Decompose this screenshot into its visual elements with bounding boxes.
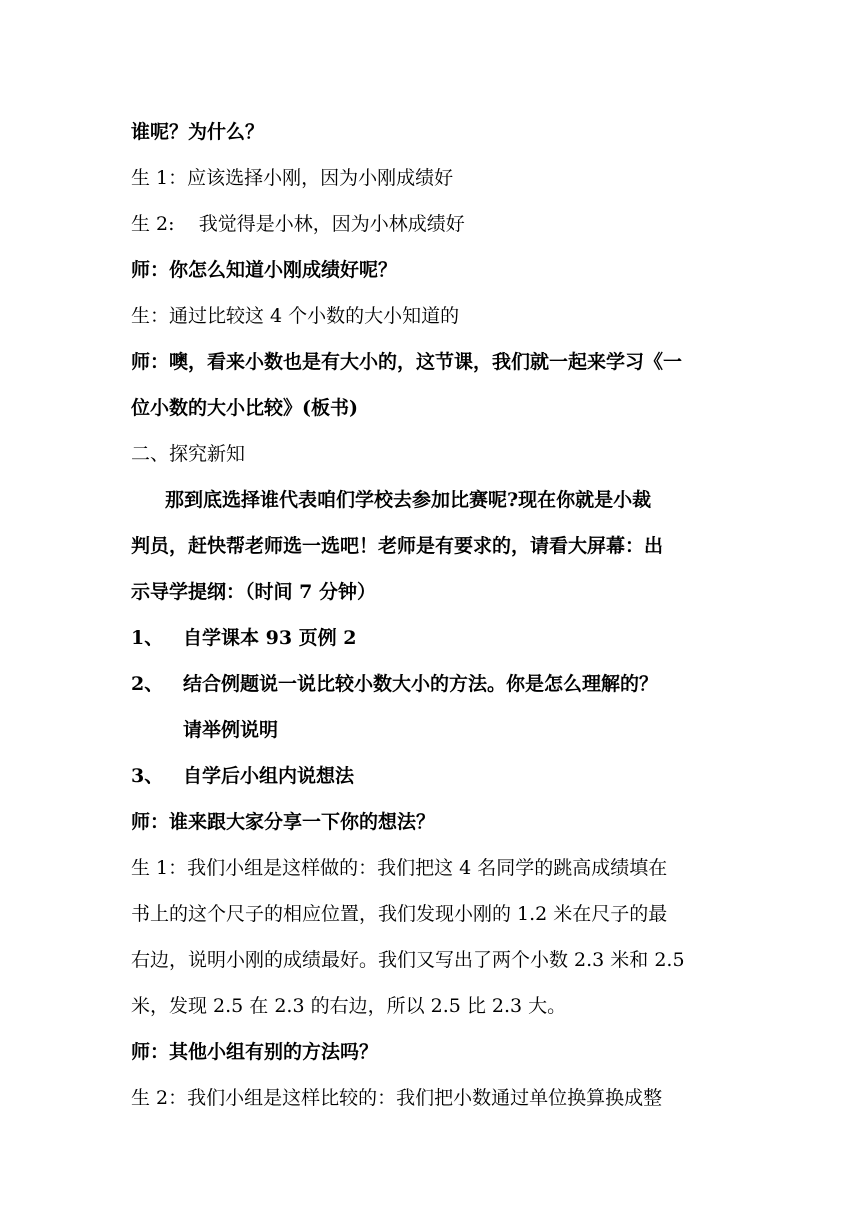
text-line: 示导学提纲：（时间 7 分钟） xyxy=(131,581,376,603)
list-number: 2、 xyxy=(131,673,164,695)
text-line: 师：谁来跟大家分享一下你的想法？ xyxy=(131,811,436,833)
text-line: 师：噢，看来小数也是有大小的，这节课，我们就一起来学习《一 xyxy=(131,351,683,373)
text-line: 生 2: 我觉得是小林，因为小林成绩好 xyxy=(131,213,465,235)
text-line: 米，发现 2.5 在 2.3 的右边，所以 2.5 比 2.3 大。 xyxy=(131,995,567,1017)
text-line: 生：通过比较这 4 个小数的大小知道的 xyxy=(131,305,460,327)
text-line: 那到底选择谁代表咱们学校去参加比赛呢?现在你就是小裁 xyxy=(165,489,652,511)
list-item xyxy=(131,661,736,707)
text-line: 生 1：我们小组是这样做的：我们把这 4 名同学的跳高成绩填在 xyxy=(131,857,668,879)
list-item-text: 自学课本 93 页例 2 xyxy=(183,627,357,649)
text-line: 判员，赶快帮老师选一选吧！老师是有要求的，请看大屏幕：出 xyxy=(131,535,664,557)
list-item xyxy=(131,753,736,799)
text-line: 书上的这个尺子的相应位置，我们发现小刚的 1.2 米在尺子的最 xyxy=(131,903,668,925)
text-line: 师：你怎么知道小刚成绩好呢？ xyxy=(131,259,398,281)
text-line: 谁呢？为什么？ xyxy=(131,121,265,143)
list-number: 1、 xyxy=(131,627,164,649)
list-item-text: 自学后小组内说想法 xyxy=(183,765,355,787)
text-line: 生 2：我们小组是这样比较的：我们把小数通过单位换算换成整 xyxy=(131,1087,663,1109)
text-line: 生 1：应该选择小刚，因为小刚成绩好 xyxy=(131,167,454,189)
section-heading: 二、探究新知 xyxy=(131,443,246,465)
list-item xyxy=(131,615,736,661)
list-number: 3、 xyxy=(131,765,164,787)
text-line: 师：其他小组有别的方法吗？ xyxy=(131,1041,379,1063)
document-page xyxy=(131,109,736,1121)
list-item-text: 结合例题说一说比较小数大小的方法。你是怎么理解的？ xyxy=(183,673,659,695)
text-line: 位小数的大小比较》(板书) xyxy=(131,397,358,419)
text-line: 右边，说明小刚的成绩最好。我们又写出了两个小数 2.3 米和 2.5 xyxy=(131,949,685,971)
list-item-continuation: 请举例说明 xyxy=(183,719,279,741)
